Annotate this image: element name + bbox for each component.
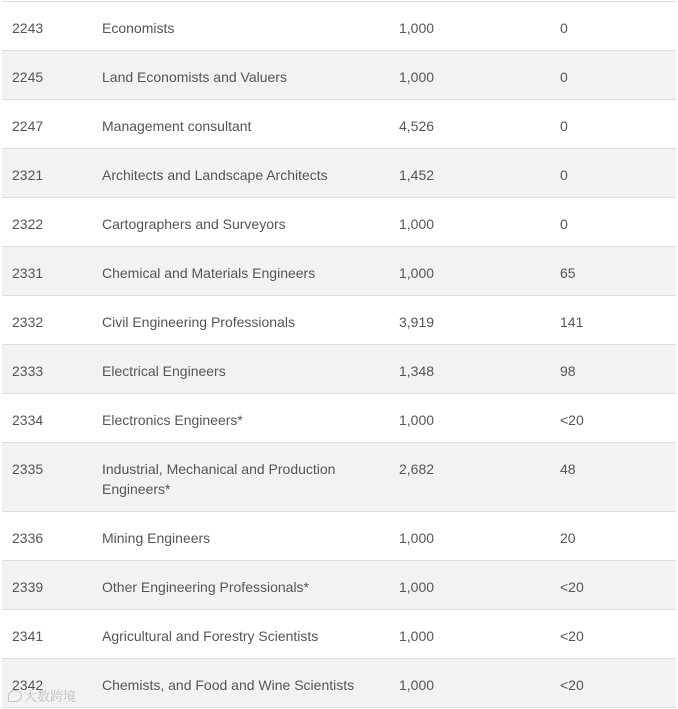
value-a: 1,452: [399, 167, 435, 183]
value-a: 1,000: [399, 628, 435, 644]
table-row: [2, 345, 676, 394]
value-b: 141: [560, 314, 584, 330]
occupation-code: 2334: [12, 412, 44, 428]
occupation-code: 2331: [12, 265, 44, 281]
value-b: 48: [560, 461, 576, 477]
value-b: <20: [560, 628, 584, 644]
table-row: [2, 100, 676, 149]
occupation-code: 2335: [12, 461, 44, 477]
value-a: 4,526: [399, 118, 435, 134]
table-row: [2, 247, 676, 296]
occupation-title: Electrical Engineers: [102, 363, 226, 379]
table-row: [2, 51, 676, 100]
value-b: 0: [560, 216, 568, 232]
value-a: 1,000: [399, 412, 435, 428]
occupation-code: 2245: [12, 69, 44, 85]
table-row: [2, 443, 676, 512]
table-row: [2, 659, 676, 708]
table-row: [2, 149, 676, 198]
table-row: [2, 198, 676, 247]
occupation-title: Chemists, and Food and Wine Scientists: [102, 677, 355, 693]
table-row: [2, 561, 676, 610]
value-b: 20: [560, 530, 576, 546]
occupation-title: Land Economists and Valuers: [102, 69, 287, 85]
value-a: 1,000: [399, 677, 435, 693]
value-a: 1,000: [399, 265, 435, 281]
value-b: <20: [560, 677, 584, 693]
value-b: 65: [560, 265, 576, 281]
occupation-code: 2321: [12, 167, 44, 183]
occupation-title: Cartographers and Surveyors: [102, 216, 286, 232]
value-b: 0: [560, 69, 568, 85]
occupation-code: 2342: [12, 677, 44, 693]
occupation-title: Industrial, Mechanical and Production Engineers*: [102, 461, 336, 497]
watermark-text: 大数跨境: [24, 689, 77, 704]
value-a: 1,000: [399, 579, 435, 595]
value-a: 1,348: [399, 363, 435, 379]
occupation-code: 2336: [12, 530, 44, 546]
value-b: 0: [560, 118, 568, 134]
value-b: 0: [560, 20, 568, 36]
occupation-title: Other Engineering Professionals*: [102, 579, 310, 595]
occupation-code: 2322: [12, 216, 44, 232]
table-row: [2, 512, 676, 561]
occupation-code: 2341: [12, 628, 44, 644]
occupation-title: Management consultant: [102, 118, 252, 134]
value-b: 98: [560, 363, 576, 379]
table-row: [2, 610, 676, 659]
occupation-title: Chemical and Materials Engineers: [102, 265, 316, 281]
occupation-title: Economists: [102, 20, 175, 36]
occupation-code: 2332: [12, 314, 44, 330]
value-a: 2,682: [399, 461, 435, 477]
table-row: [2, 394, 676, 443]
table-row: [2, 296, 676, 345]
value-a: 1,000: [399, 69, 435, 85]
occupation-code: 2333: [12, 363, 44, 379]
occupation-title: Mining Engineers: [102, 530, 211, 546]
occupation-code: 2247: [12, 118, 44, 134]
occupation-code: 2243: [12, 20, 44, 36]
occupation-title: Civil Engineering Professionals: [102, 314, 295, 330]
occupation-table: [2, 1, 676, 708]
value-b: 0: [560, 167, 568, 183]
occupation-code: 2339: [12, 579, 44, 595]
value-a: 1,000: [399, 20, 435, 36]
occupation-title: Architects and Landscape Architects: [102, 167, 328, 183]
occupation-title: Electronics Engineers*: [102, 412, 243, 428]
value-a: 3,919: [399, 314, 435, 330]
value-a: 1,000: [399, 530, 435, 546]
table-row: [2, 2, 676, 51]
occupation-title: Agricultural and Forestry Scientists: [102, 628, 319, 644]
value-b: <20: [560, 412, 584, 428]
value-a: 1,000: [399, 216, 435, 232]
value-b: <20: [560, 579, 584, 595]
